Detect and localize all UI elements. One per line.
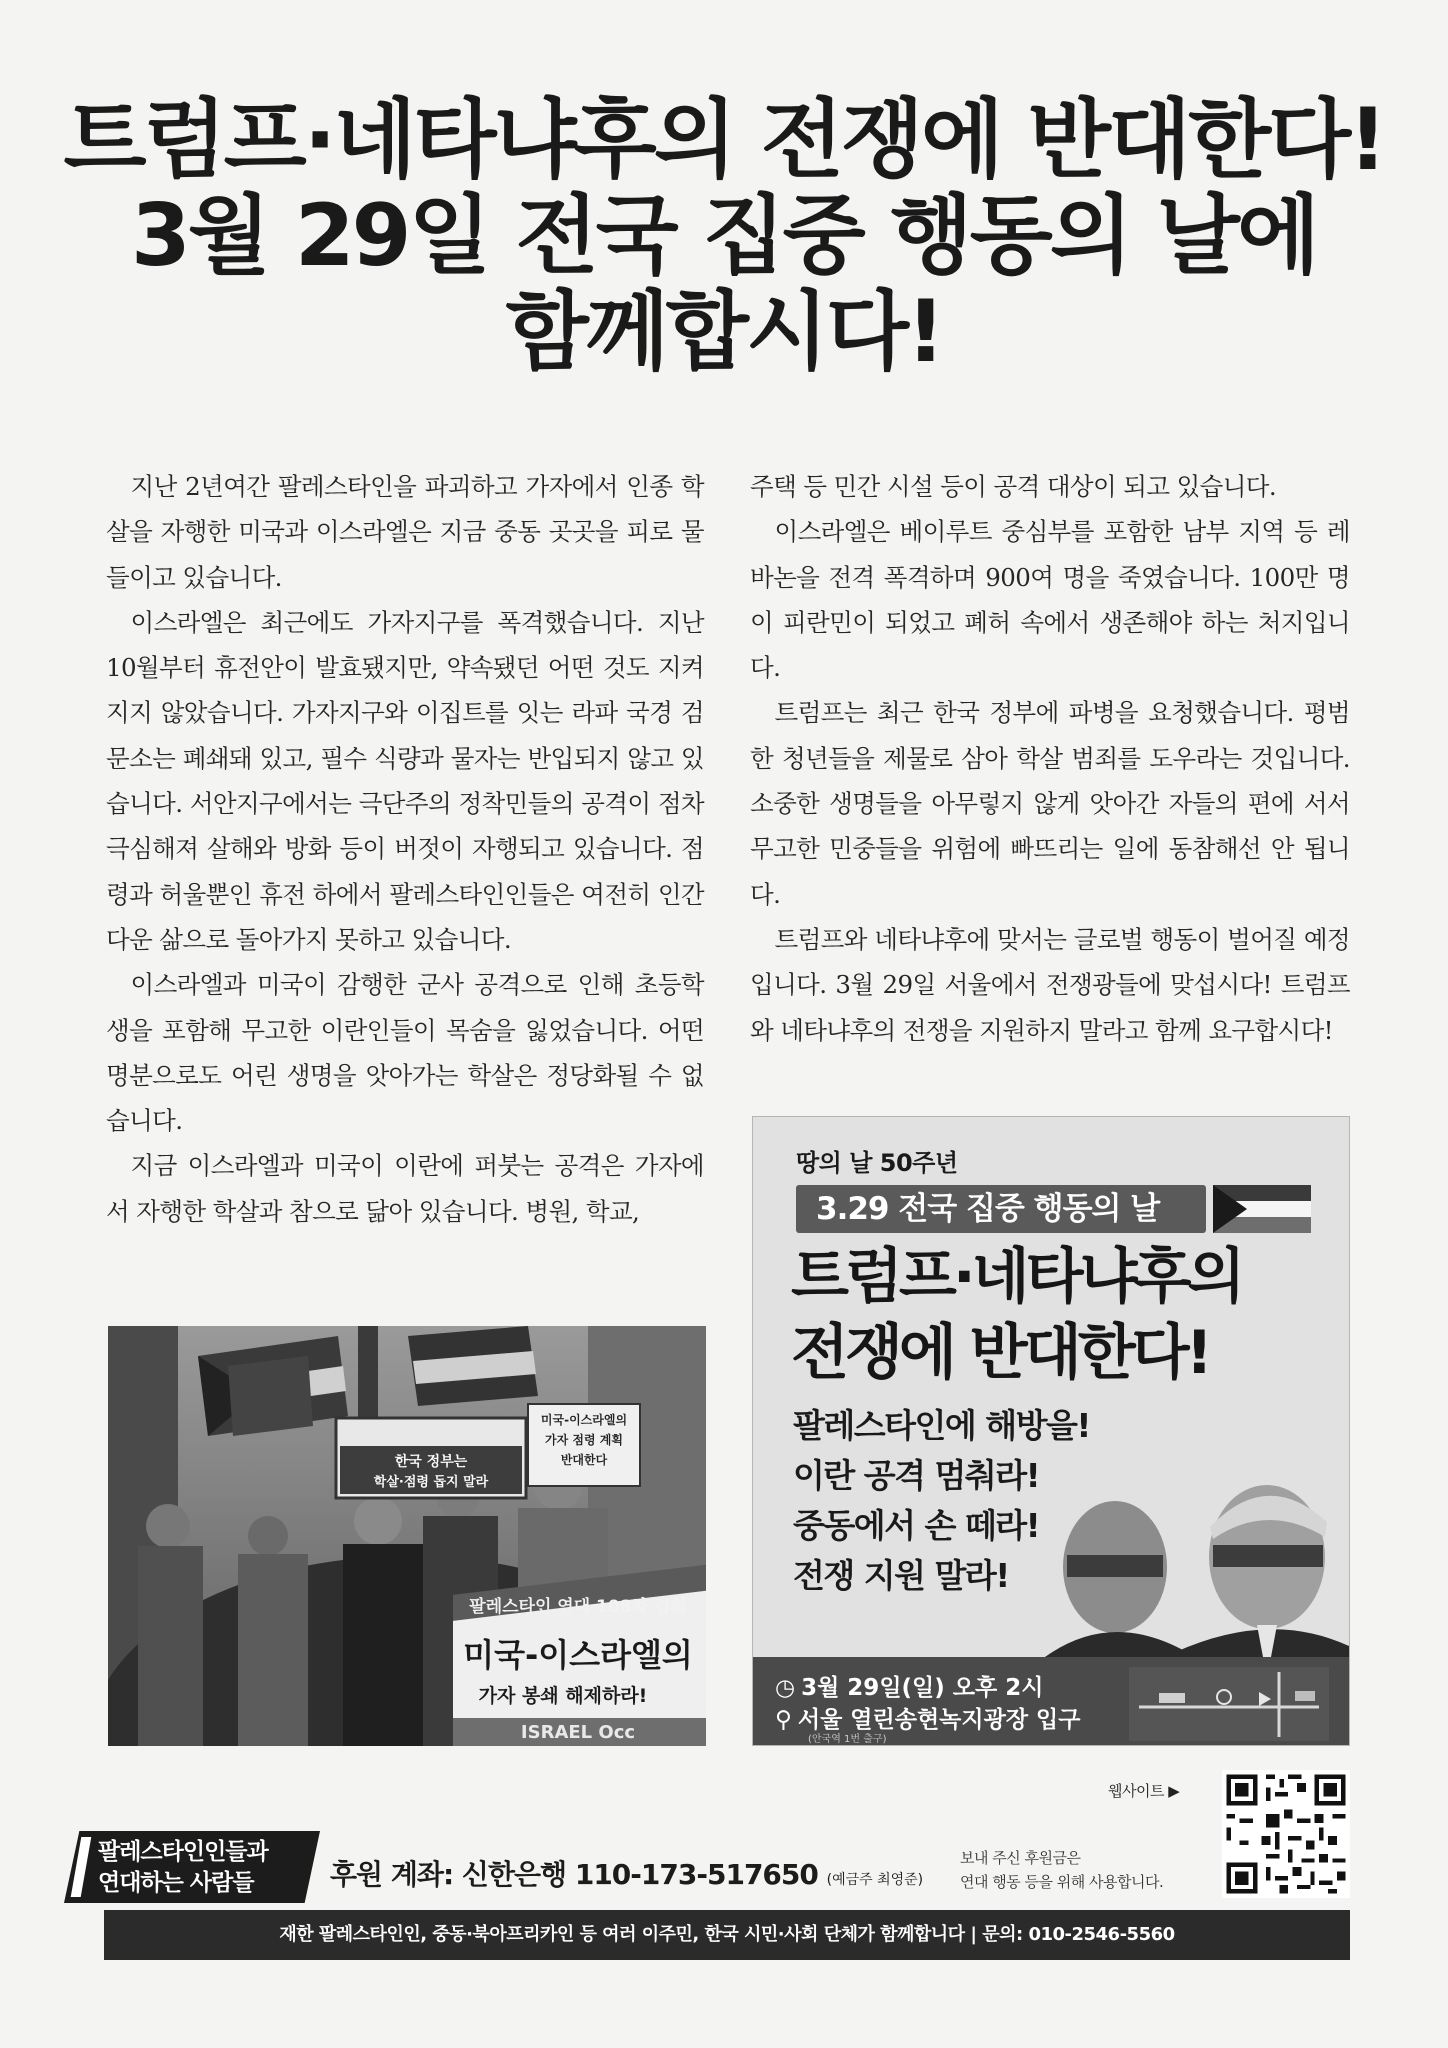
sign-right-text-2: 가자 점령 계획 xyxy=(545,1433,623,1447)
website-qr-code[interactable] xyxy=(1222,1770,1350,1898)
donation-note-line-1: 보내 주신 후원금은 xyxy=(960,1849,1081,1867)
banner-text-2: 미국-이스라엘의 xyxy=(463,1636,693,1674)
website-label: 웹사이트 ▶ xyxy=(1108,1782,1180,1800)
location-map-icon xyxy=(1129,1667,1329,1741)
organization-name-line-2: 연대하는 사람들 xyxy=(98,1870,254,1896)
article-left-column xyxy=(106,464,704,1234)
banner-text-3: 가자 봉쇄 해제하라! xyxy=(478,1685,648,1707)
footer-text: 재한 팔레스타인인, 중동·북아프리카인 등 여러 이주민, 한국 시민·사회 단체가 함께합니다 xyxy=(279,1924,965,1945)
article-paragraph: 이스라엘과 미국이 감행한 군사 공격으로 인해 초등학생을 포함해 무고한 이란인들이 목숨을 잃었습니다. 어떤 명분으로도 어린 생명을 앗아가는 학살은 정당화될 수 없습니다. xyxy=(106,970,704,1136)
article-paragraph: 트럼프는 최근 한국 정부에 파병을 요청했습니다. 평범한 청년들을 제물로 삼아 학살 범죄를 도우라는 것입니다. 소중한 생명들을 아무렇지 않게 앗아간 자들의 편에 서서 무고한 민중들을 위험에 빠뜨리는 일에 동참해선 안 됩니다. xyxy=(750,698,1350,909)
clock-icon: ◷ xyxy=(775,1675,796,1701)
map-pin-icon: ⚲ xyxy=(775,1707,792,1733)
article-paragraph-continued: 주택 등 민간 시설 등이 공격 대상이 되고 있습니다. xyxy=(750,472,1277,501)
headline-line-3: 함께합시다! xyxy=(505,282,943,382)
article-paragraph: 트럼프와 네타냐후에 맞서는 글로벌 행동이 벌어질 예정입니다. 3월 29일 서울에서 전쟁광들에 맞섭시다! 트럼프와 네타냐후의 전쟁을 지원하지 말라고 함께 요구합시다! xyxy=(750,924,1350,1045)
sign-left-text-1: 한국 정부는 xyxy=(394,1454,468,1470)
poster-where-text: 서울 열린송현녹지광장 입구 xyxy=(797,1707,1081,1733)
poster-title-line-1: 트럼프·네타냐후의 xyxy=(791,1242,1242,1312)
palestine-flag-icon xyxy=(1213,1185,1311,1233)
poster-event-bar: 3.29 전국 집중 행동의 날 xyxy=(796,1185,1206,1233)
headline-line-1: 트럼프·네타냐후의 전쟁에 반대한다! xyxy=(63,90,1385,190)
headline-line-2: 3월 29일 전국 집중 행동의 날에 xyxy=(130,186,1318,286)
protest-banner-front xyxy=(453,1565,706,1746)
donation-account-holder: (예금주 최영준) xyxy=(826,1872,924,1888)
poster-title xyxy=(791,1239,1241,1391)
poster-slogan: 전쟁 지원 말라! xyxy=(793,1556,1009,1595)
banner-strip-text: ISRAEL Occ xyxy=(520,1722,636,1743)
poster-subtitle: 땅의 날 50주년 xyxy=(796,1149,958,1177)
poster-slogan: 이란 공격 멈춰라! xyxy=(793,1456,1040,1495)
article-paragraph: 지금 이스라엘과 미국이 이란에 퍼붓는 공격은 가자에서 자행한 학살과 참으로 닮아 있습니다. 병원, 학교, xyxy=(106,1151,704,1226)
donation-account xyxy=(330,1853,923,1893)
donation-note-line-2: 연대 행동 등을 위해 사용합니다. xyxy=(960,1873,1164,1891)
footer-bar xyxy=(104,1910,1350,1960)
donation-note xyxy=(960,1846,1163,1894)
poster-when xyxy=(775,1669,1043,1702)
article-paragraph: 지난 2년여간 팔레스타인을 파괴하고 가자에서 인종 학살을 자행한 미국과 이스라엘은 지금 중동 곳곳을 피로 물들이고 있습니다. xyxy=(106,472,704,592)
donation-account-number: 110-173-517650 xyxy=(574,1858,818,1891)
palestine-flag xyxy=(228,1356,313,1436)
article-right-column xyxy=(750,464,1350,1053)
poster-title-line-2: 전쟁에 반대한다! xyxy=(791,1318,1209,1388)
poster-when-text: 3월 29일(일) 오후 2시 xyxy=(801,1675,1044,1701)
organization-logo xyxy=(64,1831,320,1903)
palestine-flag xyxy=(408,1326,538,1406)
sign-right-text-1: 미국-이스라엘의 xyxy=(540,1413,628,1427)
footer-separator: | xyxy=(970,1924,977,1945)
footer-contact: 문의: 010-2546-5560 xyxy=(982,1924,1175,1945)
protest-sign-left xyxy=(336,1418,526,1498)
banner-text-1: 팔레스타인 연대 108차 집회 xyxy=(469,1597,687,1617)
protest-photo xyxy=(108,1326,706,1746)
sign-left-text-2: 학살·점령 돕지 말라 xyxy=(373,1475,489,1490)
headline xyxy=(60,92,1388,380)
protest-sign-right xyxy=(528,1404,640,1486)
article-paragraph: 이스라엘은 베이루트 중심부를 포함한 남부 지역 등 레바논을 전격 폭격하며 900여 명을 죽였습니다. 100만 명이 피란민이 되었고 폐허 속에서 생존해야 하는 처지입니다. xyxy=(750,517,1350,683)
article-paragraph: 이스라엘은 최근에도 가자지구를 폭격했습니다. 지난 10월부터 휴전안이 발효됐지만, 약속됐던 어떤 것도 지켜지지 않았습니다. 가자지구와 이집트를 잇는 라파 국경 검문소는 폐쇄돼 있고, 필수 식량과 물자는 반입되지 않고 있습니다. 서안지구에서는 극단주의 정착민들의 공격이 점차 극심해져 살해와 방화 등이 버젓이 자행되고 있습니다. 점령과 허울뿐인 휴전 하에서 팔레스타인인들은 여전히 인간다운 삶으로 돌아가지 못하고 있습니다. xyxy=(106,607,704,954)
donation-bank: 신한은행 xyxy=(461,1858,567,1891)
poster-slogan: 팔레스타인에 해방을! xyxy=(793,1406,1090,1445)
event-poster xyxy=(752,1116,1350,1746)
poster-event-details xyxy=(753,1657,1350,1746)
leader-portraits xyxy=(1045,1457,1350,1657)
organization-name-line-1: 팔레스타인인들과 xyxy=(98,1839,268,1865)
sign-right-text-3: 반대한다 xyxy=(560,1453,608,1467)
poster-slogan: 중동에서 손 떼라! xyxy=(793,1506,1040,1545)
donation-label: 후원 계좌: xyxy=(330,1858,454,1891)
organization-name xyxy=(98,1837,268,1899)
poster-where-note: (안국역 1번 출구) xyxy=(808,1734,887,1745)
